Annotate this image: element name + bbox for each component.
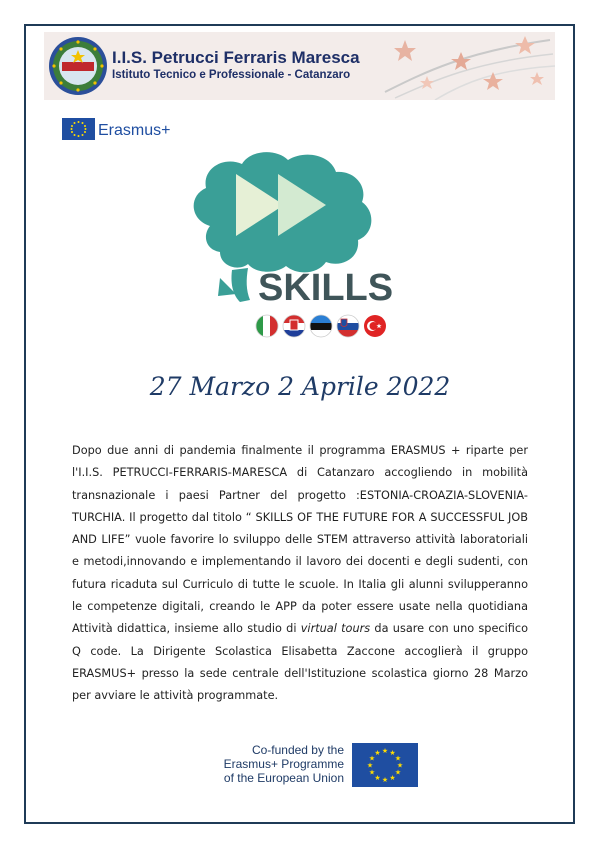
announcement-part-2: da usare con uno specifico Q code. La Dirigente Scolastica Elisabetta Zaccone accoglierà il gruppo ERASMUS+ presso la sede centrale dell'Istituzione scolastica giorno 28 Marzo per avviare le attività programmate. [72, 622, 528, 703]
skills-project-logo [180, 148, 410, 348]
eu-flag-icon [352, 743, 418, 787]
school-subtitle: Istituto Tecnico e Professionale - Catanzaro [112, 69, 351, 81]
school-header-banner [44, 32, 555, 100]
svg-text:★: ★ [394, 754, 402, 763]
erasmus-plus-label: Erasmus+ [98, 122, 171, 139]
event-dates: 27 Marzo 2 Aprile 2022 [149, 372, 451, 401]
svg-text:★: ★ [381, 747, 389, 755]
slovenia-flag-icon [337, 315, 359, 338]
announcement-part-1: Dopo due anni di pandemia finalmente il programma ERASMUS + riparte per l'I.I.S. PETRUCCI-FERRARIS-MARESCA di Catanzaro accogliendo in mobilità transnazionale i paesi Partner del progetto :ESTONIA-CROAZIA-SLOVENIA-TURCHIA. Il progetto dal titolo “ SKILLS OF THE FUTURE FOR A SUCCESSFUL JOB AND LIFE” vuole favorire lo sviluppo delle STEM attraverso attività laboratoriali e metodi,innovando e implementando il lavoro dei docenti e degli sudenti, con futura ricaduta sul Curriculo di tutte le scuole. In Italia gli alunni svilupperanno le competenze digitali, creando le APP da poter essere usate nella quotidiana Attività didattica, insieme allo studio di [72, 444, 528, 636]
svg-text:★: ★ [374, 774, 381, 782]
croatia-flag-icon [283, 315, 305, 338]
skills-wordmark: SKILLS [258, 267, 394, 309]
school-name: I.I.S. Petrucci Ferraris Maresca [112, 48, 360, 67]
turkey-flag-icon [364, 315, 386, 337]
svg-text:★: ★ [389, 749, 396, 757]
partner-country-flags [256, 315, 386, 338]
announcement-emphasis: virtual tours [300, 622, 371, 636]
svg-text:★: ★ [374, 749, 381, 757]
cofunded-line-1: Co-funded by the [251, 743, 344, 757]
svg-text:★: ★ [381, 776, 389, 784]
svg-text:★: ★ [396, 761, 404, 770]
svg-text:★: ★ [368, 754, 376, 763]
italy-flag-icon [256, 315, 278, 337]
eu-flag-icon [62, 118, 95, 140]
announcement-text [72, 440, 528, 708]
decorative-stars-icon [365, 32, 555, 100]
svg-text:★: ★ [366, 761, 374, 770]
svg-text:★: ★ [389, 774, 396, 782]
cofunded-line-3: of the European Union [223, 771, 344, 785]
school-logo-icon [48, 36, 108, 96]
svg-text:★: ★ [394, 768, 402, 777]
estonia-flag-icon [310, 315, 332, 338]
cofunded-text [140, 743, 344, 785]
svg-text:★: ★ [368, 768, 376, 777]
cofunded-by-eu-banner [140, 736, 420, 792]
cofunded-line-2: Erasmus+ Programme [223, 757, 344, 771]
